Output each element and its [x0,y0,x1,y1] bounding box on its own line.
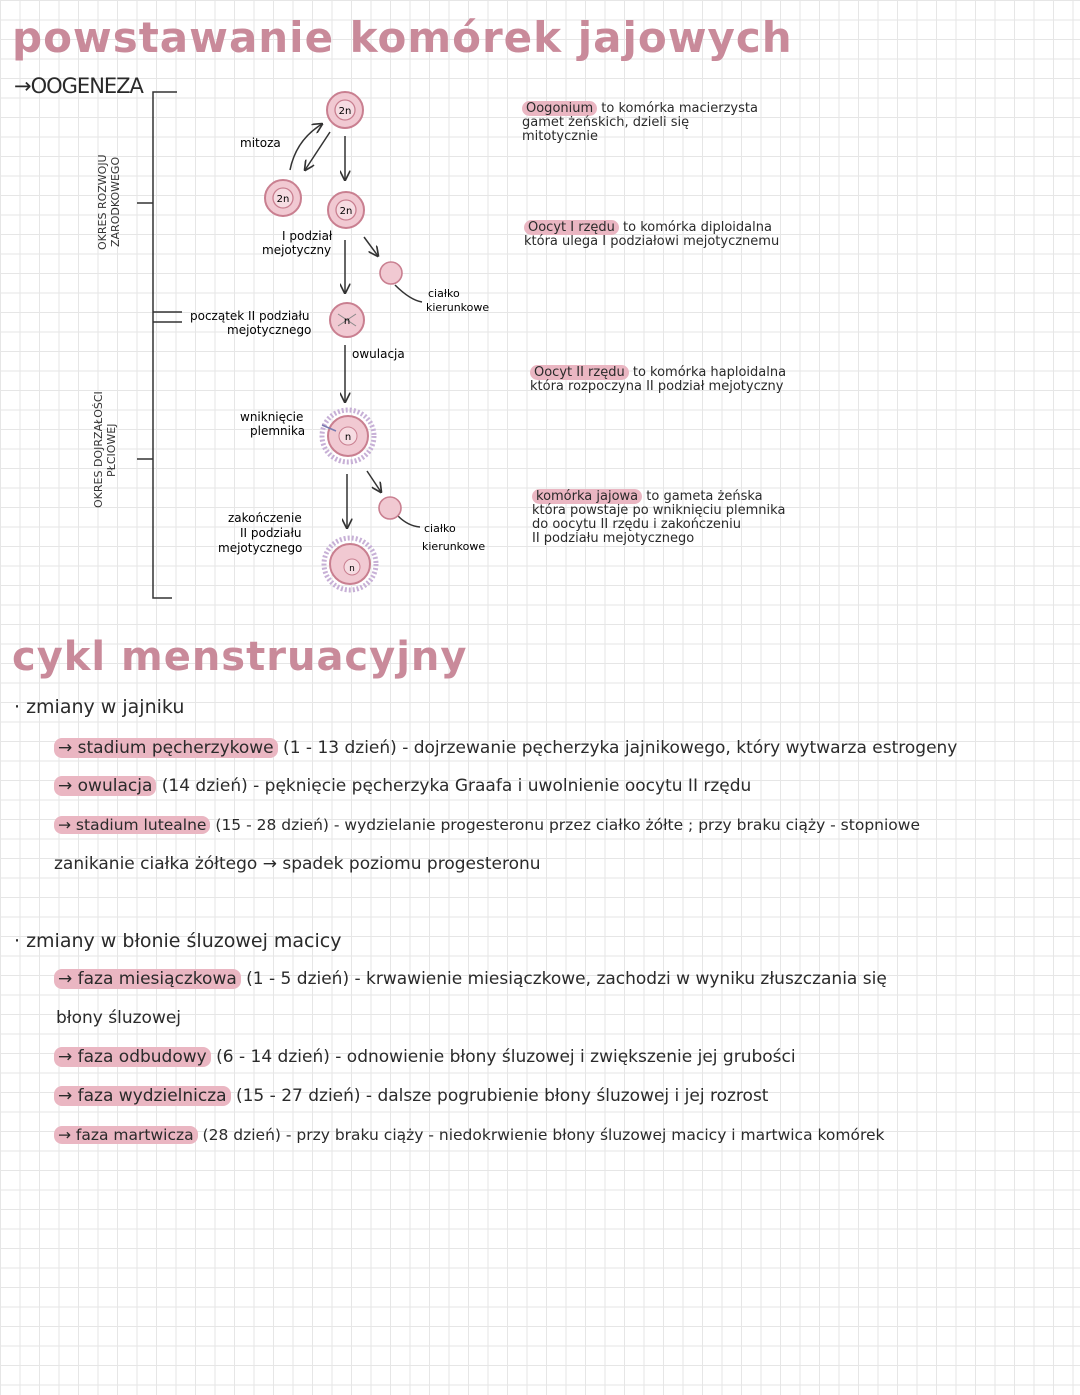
cell-label: n [344,432,352,443]
item-text: (15 - 27 dzień) - dalsze pogrubienie błony śluzowej i jej rozrost [230,1086,769,1106]
note-egg-cell [532,490,832,546]
item-text: (28 dzień) - przy braku ciąży - niedokrwienie błony śluzowej macicy i martwica komórek [197,1126,885,1144]
period-embryonic-line1: OKRES ROZWOJU [96,154,109,250]
item-term: → faza wydzielnicza [54,1086,231,1106]
cell-label: n [349,564,355,574]
note-oocyte2 [530,366,830,394]
item-term: → stadium pęcherzykowe [54,738,278,758]
note-text: to komórka macierzysta [597,101,758,116]
section-title: cykl menstruacyjny [12,634,468,680]
meiosis2-end-line2: II podziału [240,526,302,540]
item-text: (1 - 5 dzień) - krwawienie miesiączkowe, zachodzi w wyniku złuszczania się [240,969,887,989]
section1-item [54,776,751,796]
egg-cell [324,538,376,590]
ovulation-label: owulacja [352,347,405,361]
mitosis-cell [265,180,301,216]
mitosis-label: mitoza [240,136,281,150]
section1-continuation: zanikanie ciałka żółtego → spadek poziomu progesteronu [54,854,541,874]
item-term: → faza martwicza [54,1126,198,1144]
item-term: → faza odbudowy [54,1047,211,1067]
term-oocyte1: Oocyt I rzędu [524,220,619,235]
timeline-bracket [137,92,182,598]
polar-body2-label-line1: ciałko [424,522,456,535]
fertilized-oocyte-cell [322,410,374,462]
item-term: → faza miesiączkowa [54,969,241,989]
meiosis2-end-line3: mejotycznego [218,541,303,555]
oocyte-primary-cell [328,192,364,228]
section2-item [54,1086,768,1106]
note-text: która rozpoczyna II podział mejotyczny [530,379,784,394]
oogeneza-label: →OOGENEZA [14,74,143,98]
section1-item [54,738,957,758]
meiosis1-label-line2: mejotyczny [262,243,332,257]
polar-body1-label-line2: kierunkowe [426,301,490,314]
section2-item [54,1047,796,1067]
polar-body2-label-line2: kierunkowe [422,540,486,553]
item-term: → stadium lutealne [54,816,210,834]
note-text: II podziału mejotycznego [532,531,695,546]
page-title: powstawanie komórek jajowych [12,13,793,62]
meiosis1-label-line1: I podział [282,229,333,243]
section2-heading: · zmiany w błonie śluzowej macicy [14,930,342,952]
item-term: → owulacja [54,776,156,796]
note-text: która ulega I podziałowi mejotycznemu [524,234,780,249]
note-oogonium [522,102,782,144]
oocyte-secondary-cell [330,303,364,337]
note-text: która powstaje po wniknięciu plemnika [532,503,786,518]
item-text: (6 - 14 dzień) - odnowienie błony śluzowej i zwiększenie jej grubości [210,1047,796,1067]
term-egg-cell: komórka jajowa [532,489,642,504]
period-embryonic-line2: ZARODKOWEGO [109,156,122,248]
item-text: (1 - 13 dzień) - dojrzewanie pęcherzyka jajnikowego, który wytwarza estrogeny [277,738,958,758]
note-text: mitotycznie [522,129,598,144]
polar-body-1 [380,262,402,284]
note-oocyte1 [524,221,824,249]
term-oogonium: Oogonium [522,101,597,116]
note-text: gamet żeńskich, dzieli się [522,115,690,130]
section1-item [54,815,920,835]
meiosis2-start-line2: mejotycznego [227,323,312,337]
oogonium-cell [327,92,363,128]
cell-label: 2n [339,206,353,217]
section2-item [54,1125,885,1145]
period-maturity-line2: PŁCIOWEJ [105,423,118,477]
oogenesis-diagram [0,0,560,620]
note-text: to komórka diploidalna [618,220,772,235]
item-text: (15 - 28 dzień) - wydzielanie progesteronu przez ciałko żółte ; przy braku ciąży - stopniowe [210,816,920,834]
section2-continuation: błony śluzowej [56,1008,182,1028]
period-maturity-line1: OKRES DOJRZAŁOŚCI [92,391,105,509]
note-text: to komórka haploidalna [628,365,787,380]
cell-label: 2n [276,194,290,205]
cell-label: 2n [338,106,352,117]
note-text: to gameta żeńska [642,489,763,504]
polar-body-2 [379,497,401,519]
note-text: do oocytu II rzędu i zakończeniu [532,517,741,532]
sperm-entry-line2: plemnika [250,424,306,438]
item-text: (14 dzień) - pęknięcie pęcherzyka Graafa i uwolnienie oocytu II rzędu [156,776,752,796]
cell-label: n [343,316,351,327]
polar-body1-label-line1: ciałko [428,287,460,300]
section1-heading: · zmiany w jajniku [14,696,185,718]
sperm-entry-line1: wniknięcie [240,410,304,424]
meiosis2-start-line1: początek II podziału [190,309,310,323]
section2-item [54,969,887,989]
meiosis2-end-line1: zakończenie [228,511,302,525]
term-oocyte2: Oocyt II rzędu [530,365,629,380]
